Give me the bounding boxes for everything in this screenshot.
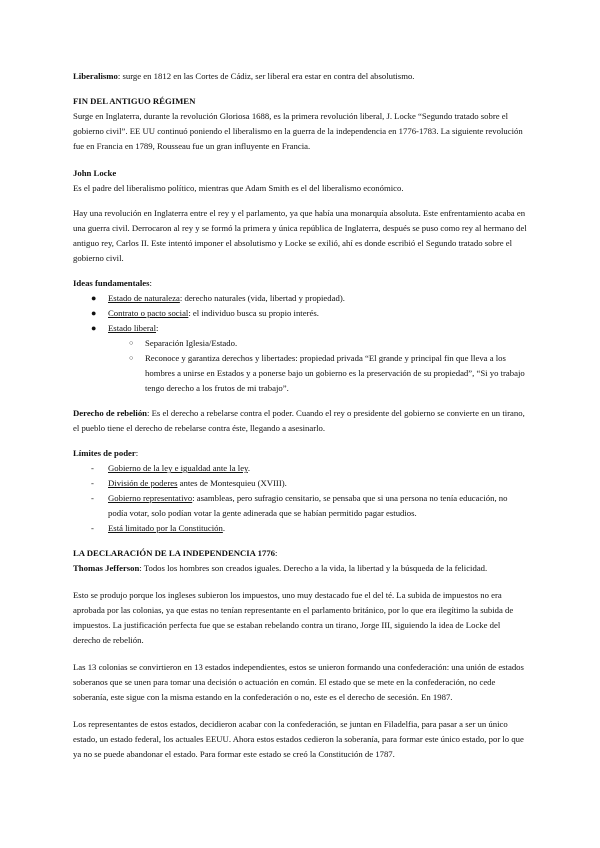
heading-declaracion-independencia: LA DECLARACIÓN DE LA INDEPENDENCIA 1776	[73, 548, 276, 558]
ideas-colon: :	[149, 278, 152, 288]
ideas-heading-line	[73, 276, 528, 291]
idea-text: : derecho naturales (vida, libertad y propiedad).	[179, 293, 345, 303]
dash-icon: -	[91, 463, 94, 473]
sub-item-text: Reconoce y garantiza derechos y libertades: propiedad privada “El grande y principal fin que lleva a los hombres a unirse en Estados y a ponerse bajo un gobierno es la preservación de su propiedad”, “Si yo trabajo tengo derecho a los frutos de mi trabajo”.	[145, 353, 525, 393]
text-derecho-rebelion: : Es el derecho a rebelarse contra el poder. Cuando el rey o presidente del gobierno se convierte en un tirano, el pueblo tiene el derecho de rebelarse contra éste, llegando a asesinarlo.	[73, 408, 525, 433]
paragraph-john-locke: Es el padre del liberalismo político, mientras que Adam Smith es el del liberalismo económico.	[73, 183, 404, 193]
paragraph-revolucion-inglaterra: Hay una revolución en Inglaterra entre el rey y el parlamento, ya que había una monarquía absoluta. Este enfrentamiento acaba en una guerra civil. Derrocaron al rey y se formó la primera y única república de Inglaterra, después se puso como rey al hermano del antiguo rey, Carlos II. Este intentó imponer el absolutismo y Locke se exilió, ahí es donde escribió el Segundo tratado sobre el gobierno civil.	[73, 208, 527, 263]
list-item	[73, 306, 528, 321]
hollow-bullet-icon: ○	[129, 354, 134, 362]
list-item	[73, 521, 528, 536]
limites-list	[73, 461, 528, 536]
sub-list-item	[73, 351, 528, 396]
idea-label: Estado de naturaleza	[108, 293, 180, 303]
term-derecho-rebelion: Derecho de rebelión	[73, 408, 147, 418]
sub-item-text: Separación Iglesia/Estado.	[145, 338, 238, 348]
ideas-list	[73, 291, 528, 396]
idea-label: Contrato o pacto social	[108, 308, 189, 318]
heading-john-locke: John Locke	[73, 168, 117, 178]
term-thomas-jefferson: Thomas Jefferson	[73, 563, 140, 573]
text-thomas-jefferson: : Todos los hombres son creados iguales. Derecho a la vida, la libertad y la búsqueda de la felicidad.	[139, 563, 488, 573]
bullet-icon: ●	[91, 293, 97, 303]
heading-ideas-fundamentales: Ideas fundamentales	[73, 278, 150, 288]
dash-icon: -	[91, 493, 94, 503]
paragraph-representantes: Los representantes de estos estados, decidieron acabar con la confederación, se juntan en Filadelfia, para pasar a ser un único estado, un estado federal, los actuales EEUU. Ahora estos estados cedieron la soberanía, para formar este único estado, por lo que ya no se puede abandonar el estado. Para formar este estado se creó la Constitución de 1787.	[73, 719, 524, 759]
limite-label: División de poderes	[108, 478, 178, 488]
paragraph-fin-antiguo-regimen: Surge en Inglaterra, durante la revolución Gloriosa 1688, es la primera revolución liberal, J. Locke “Segundo tratado sobre el gobierno civil”. EE UU continuó poniendo el liberalismo en la guerra de la independencia en 1776-1783. La siguiente revolución fue en Francia en 1789, Rousseau fue un gran influyente en Francia.	[73, 111, 523, 151]
limite-label: Está limitado por la Constitución	[108, 523, 223, 533]
limite-text: .	[222, 523, 226, 533]
limite-text: antes de Montesquieu (XVIII).	[177, 478, 287, 488]
paragraph-liberalismo	[73, 69, 528, 84]
limite-label: Gobierno representativo	[108, 493, 193, 503]
declaracion-heading-line	[73, 546, 528, 561]
limites-colon: :	[135, 448, 139, 458]
limite-text: .	[247, 463, 250, 473]
limites-heading-line	[73, 446, 528, 461]
estado-liberal-sublist	[73, 336, 528, 396]
heading-fin-antiguo-regimen: FIN DEL ANTIGUO RÉGIMEN	[73, 96, 196, 106]
limite-text: : asambleas, pero sufragio censitario, se pensaba que si una persona no tenía educación, no podía votar, solo podían votar la gente adinerada que se habían permitido pagar estudios.	[108, 493, 508, 518]
bullet-icon: ●	[91, 323, 97, 333]
paragraph-impuestos: Esto se produjo porque los ingleses subieron los impuestos, uno muy destacado fue el del té. La subida de impuestos no era aprobada por las colonias, ya que estas no tenían representante en el parlamento británico, por lo que era ilegítimo la subida de impuestos. La justificación perfecta fue que se estaban rebelando contra un tirano, Jorge III, siguiendo la idea de Locke del derecho de rebelión.	[73, 590, 514, 645]
idea-text: :	[156, 323, 159, 333]
idea-text: : el individuo busca su propio interés.	[188, 308, 319, 318]
list-item	[73, 461, 528, 476]
document-body	[73, 69, 528, 762]
paragraph-colonias: Las 13 colonias se convirtieron en 13 estados independientes, estos se unieron formando una confederación: una unión de estados soberanos que se unen para tomar una decisión o actuación en común. El estado que se mete en la confederación, no cede soberanía, este sigue con la misma estando en la confederación o no, este es el derecho de secesión. En 1987.	[73, 662, 524, 702]
limite-label: Gobierno de la ley e igualdad ante la ley	[108, 463, 248, 473]
text-liberalismo: : surge en 1812 en las Cortes de Cádiz, ser liberal era estar en contra del absolutismo.	[117, 71, 415, 81]
dash-icon: -	[91, 478, 94, 488]
list-item	[73, 491, 528, 521]
dash-icon: -	[91, 523, 94, 533]
term-liberalismo: Liberalismo	[73, 71, 118, 81]
bullet-icon: ●	[91, 308, 97, 318]
list-item	[73, 321, 528, 396]
list-item	[73, 291, 528, 306]
paragraph-thomas-jefferson	[73, 561, 528, 576]
sub-list-item	[73, 336, 528, 351]
idea-label: Estado liberal	[108, 323, 157, 333]
paragraph-derecho-rebelion	[73, 406, 528, 436]
list-item	[73, 476, 528, 491]
declaracion-colon: :	[275, 548, 278, 558]
hollow-bullet-icon: ○	[129, 339, 134, 347]
heading-limites-poder: Límites de poder	[73, 448, 136, 458]
